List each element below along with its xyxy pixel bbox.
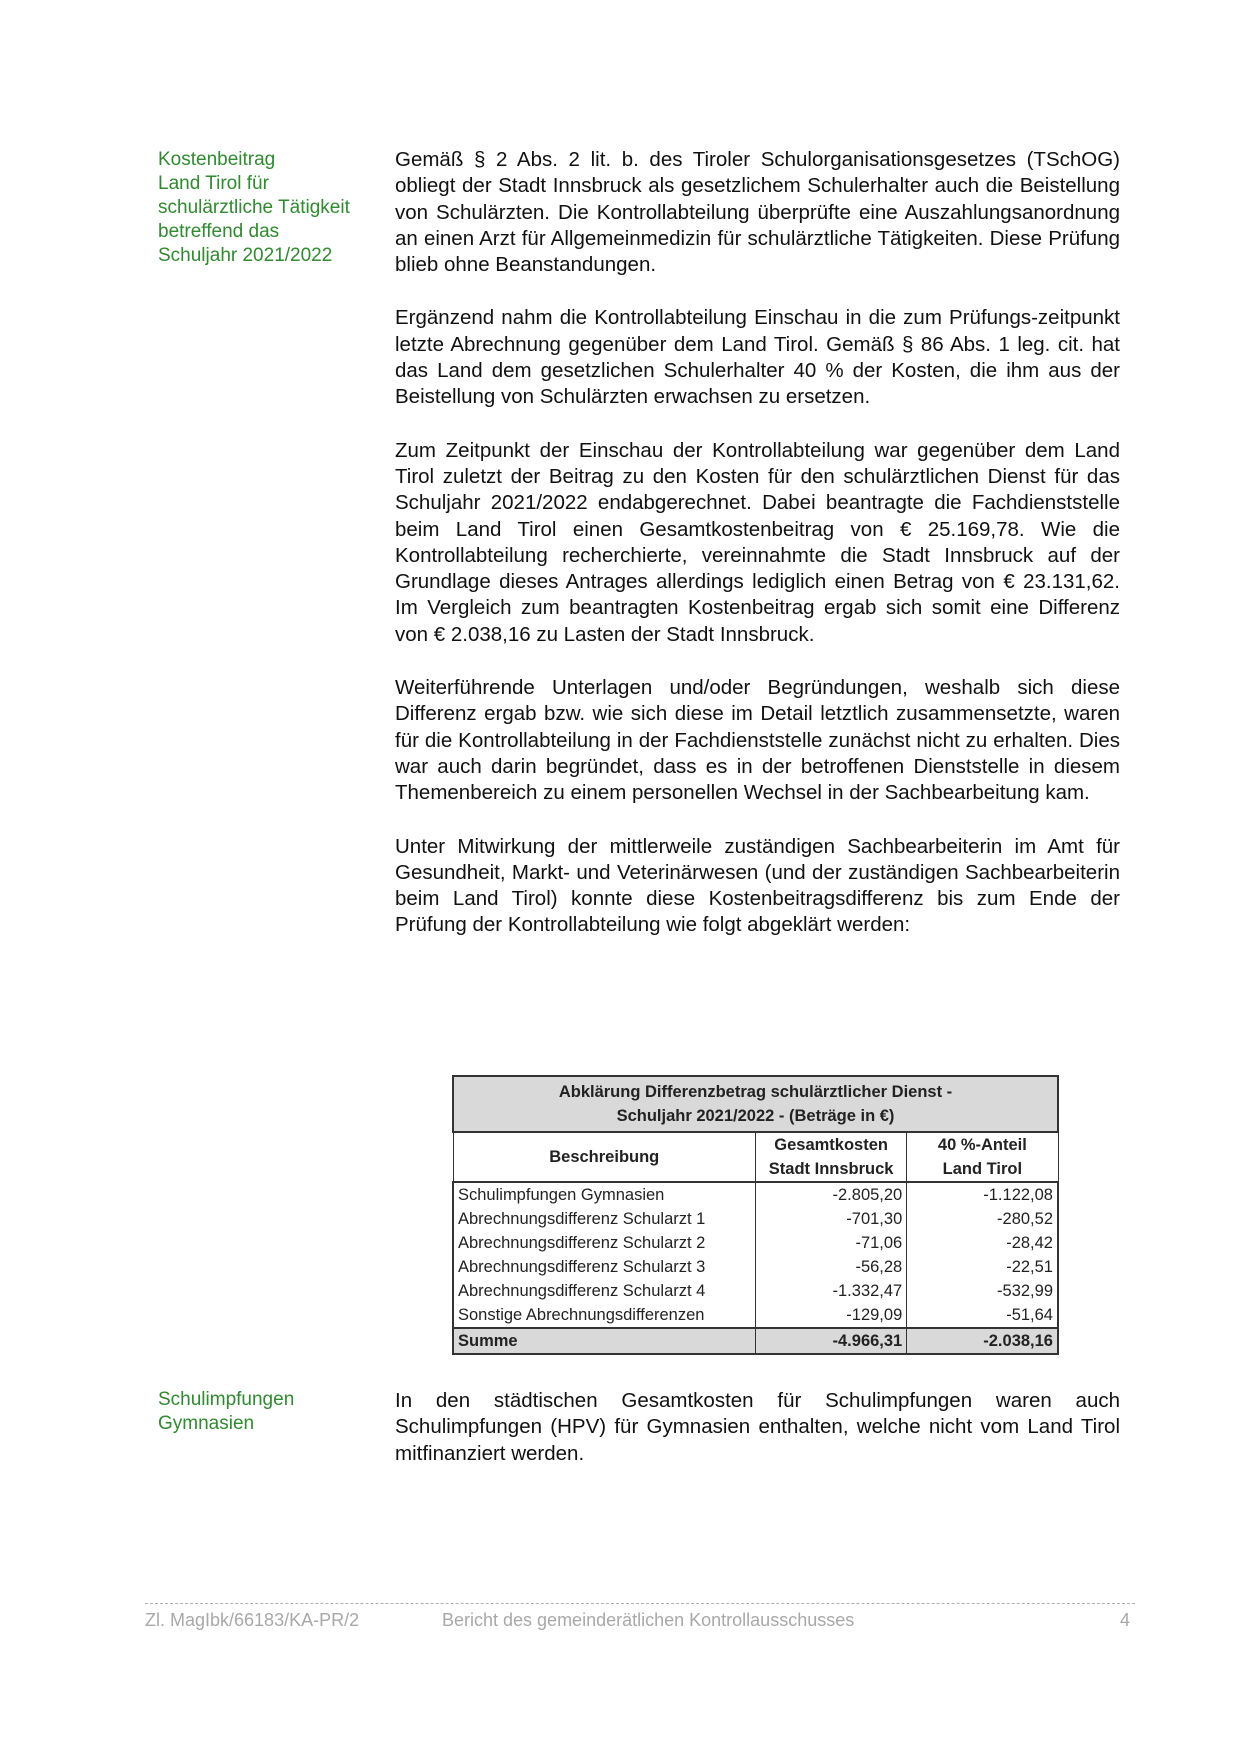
side-heading-kostenbeitrag xyxy=(158,148,383,268)
page-number: 4 xyxy=(1120,1610,1131,1630)
row-gesamt: -129,09 xyxy=(756,1303,907,1328)
row-gesamt: -56,28 xyxy=(756,1255,907,1279)
side-heading-line: Land Tirol für xyxy=(158,173,269,194)
side-heading-schulimpfungen xyxy=(158,1388,383,1436)
row-anteil: -532,99 xyxy=(907,1279,1058,1303)
table-row xyxy=(453,1255,1058,1279)
table-row xyxy=(453,1207,1058,1231)
row-label: Abrechnungsdifferenz Schularzt 3 xyxy=(453,1255,756,1279)
table-title-line: Schuljahr 2021/2022 - (Beträge in €) xyxy=(616,1107,895,1125)
header-line: Land Tirol xyxy=(942,1160,1023,1178)
difference-table xyxy=(452,1075,1059,1355)
row-gesamt: -701,30 xyxy=(756,1207,907,1231)
row-label: Schulimpfungen Gymnasien xyxy=(453,1182,756,1207)
footer-title: Bericht des gemeinderätlichen Kontrollausschusses xyxy=(442,1610,855,1630)
table-row xyxy=(453,1182,1058,1207)
paragraph: Gemäß § 2 Abs. 2 lit. b. des Tiroler Schulorganisationsgesetzes (TSchOG) obliegt der Stadt Innsbruck als gesetzlichem Schulerhalter auch die Beistellung von Schulärzten. Die Kontrollabteilung überprüfte eine Auszahlungsanordnung an einen Arzt für Allgemeinmedizin für schulärztliche Tätigkeiten. Diese Prüfung blieb ohne Beanstandungen. xyxy=(395,148,1120,277)
row-gesamt: -71,06 xyxy=(756,1231,907,1255)
row-label: Abrechnungsdifferenz Schularzt 2 xyxy=(453,1231,756,1255)
sum-anteil: -2.038,16 xyxy=(907,1328,1058,1354)
section-body-schulimpfungen xyxy=(395,1388,1120,1494)
row-gesamt: -1.332,47 xyxy=(756,1279,907,1303)
section-body-kostenbeitrag xyxy=(395,147,1120,966)
paragraph: In den städtischen Gesamtkosten für Schulimpfungen waren auch Schulimpfungen (HPV) für Gymnasien enthalten, welche nicht vom Land Tirol mitfinanziert werden. xyxy=(395,1389,1120,1465)
side-heading-line: Schulimpfungen xyxy=(158,1389,295,1410)
header-line: 40 %-Anteil xyxy=(937,1136,1027,1154)
footer-divider xyxy=(145,1603,1135,1604)
paragraph: Weiterführende Unterlagen und/oder Begründungen, weshalb sich diese Differenz ergab bzw. wie sich diese im Detail letztlich zusammensetzte, waren für die Kontrollabteilung in der Fachdienststelle zunächst nicht zu erhalten. Dies war auch darin begründet, dass es in der betroffenen Dienststelle in diesem Themenbereich zu einem personellen Wechsel in der Sachbearbeitung kam. xyxy=(395,676,1120,805)
row-anteil: -28,42 xyxy=(907,1231,1058,1255)
side-heading-line: Schuljahr 2021/2022 xyxy=(158,245,333,266)
row-gesamt: -2.805,20 xyxy=(756,1182,907,1207)
table-title-line: Abklärung Differenzbetrag schulärztlicher Dienst - xyxy=(558,1083,953,1101)
table-sum-row xyxy=(453,1328,1058,1354)
row-label: Abrechnungsdifferenz Schularzt 4 xyxy=(453,1279,756,1303)
header-line: Gesamtkosten xyxy=(774,1136,888,1154)
side-heading-line: betreffend das xyxy=(158,221,280,242)
side-heading-line: Gymnasien xyxy=(158,1413,255,1434)
column-header-gesamtkosten xyxy=(756,1132,907,1182)
row-label: Abrechnungsdifferenz Schularzt 1 xyxy=(453,1207,756,1231)
table-title xyxy=(453,1076,1058,1132)
row-anteil: -51,64 xyxy=(907,1303,1058,1328)
footer-reference: Zl. MagIbk/66183/KA-PR/2 xyxy=(145,1610,360,1630)
sum-label: Summe xyxy=(453,1328,756,1354)
side-heading-line: Kostenbeitrag xyxy=(158,149,276,170)
row-label: Sonstige Abrechnungsdifferenzen xyxy=(453,1303,756,1328)
table-row xyxy=(453,1231,1058,1255)
table-row xyxy=(453,1303,1058,1328)
sum-gesamt: -4.966,31 xyxy=(756,1328,907,1354)
paragraph: Zum Zeitpunkt der Einschau der Kontrollabteilung war gegenüber dem Land Tirol zuletzt der Beitrag zu den Kosten für den schulärztlichen Dienst für das Schuljahr 2021/2022 endabgerechnet. Dabei beantragte die Fachdienststelle beim Land Tirol einen Gesamtkostenbeitrag von € 25.169,78. Wie die Kontrollabteilung recherchierte, vereinnahmte die Stadt Innsbruck auf der Grundlage dieses Antrages allerdings lediglich einen Betrag von € 23.131,62. Im Vergleich zum beantragten Kostenbeitrag ergab sich somit eine Differenz von € 2.038,16 zu Lasten der Stadt Innsbruck. xyxy=(395,438,1120,646)
row-anteil: -1.122,08 xyxy=(907,1182,1058,1207)
column-header-anteil xyxy=(907,1132,1058,1182)
paragraph: Unter Mitwirkung der mittlerweile zuständigen Sachbearbeiterin im Amt für Gesundheit, Markt- und Veterinärwesen (und der zuständigen Sachbearbeiterin beim Land Tirol) konnte diese Kostenbeitragsdifferenz bis zum Ende der Prüfung der Kontrollabteilung wie folgt abgeklärt werden: xyxy=(395,834,1120,937)
side-heading-line: schulärztliche Tätigkeit xyxy=(158,197,350,218)
row-anteil: -280,52 xyxy=(907,1207,1058,1231)
row-anteil: -22,51 xyxy=(907,1255,1058,1279)
paragraph: Ergänzend nahm die Kontrollabteilung Einschau in die zum Prüfungs-zeitpunkt letzte Abrechnung gegenüber dem Land Tirol. Gemäß § 86 Abs. 1 leg. cit. hat das Land dem gesetzlichen Schulerhalter 40 % der Kosten, die ihm aus der Beistellung von Schulärzten erwachsen zu ersetzen. xyxy=(395,306,1120,409)
table-row xyxy=(453,1279,1058,1303)
header-line: Stadt Innsbruck xyxy=(768,1160,894,1178)
column-header-beschreibung: Beschreibung xyxy=(453,1132,756,1182)
